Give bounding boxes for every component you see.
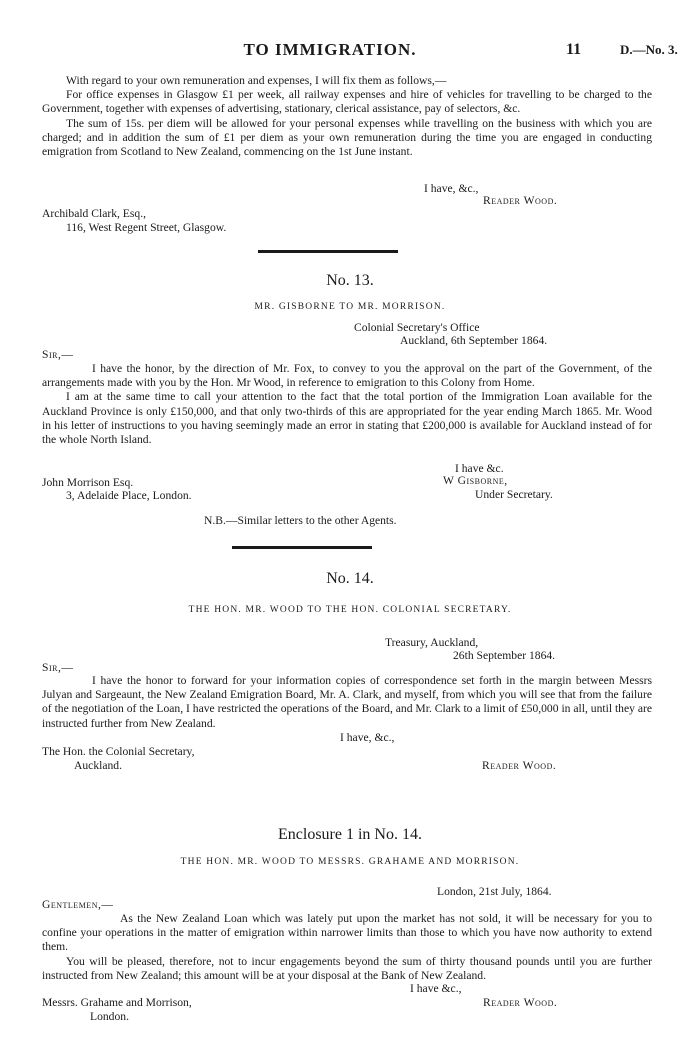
letter-14-signature: Reader Wood. [482, 759, 557, 772]
enclosure-body [42, 912, 652, 983]
letter-14-salutation: Sir,— [42, 661, 74, 674]
letter-13-subtitle: MR. GISBORNE TO MR. MORRISON. [254, 302, 446, 312]
paragraph: You will be pleased, therefore, not to incur engagements beyond the sum of thirty thousand pounds until you are further instructed from New Zealand; this amount will be at your disposal at the Bank of New Zealand. [42, 954, 652, 982]
letter-14-date: 26th September 1864. [453, 649, 556, 662]
paragraph: For office expenses in Glasgow £1 per week, all railway expenses and hire of vehicles for travelling to be charged to the Government, together with expenses of advertising, stationary, clerical assistance, pay of selectors, &c. [42, 88, 652, 116]
letter-13-office: Colonial Secretary's Office [354, 321, 480, 334]
running-title: TO IMMIGRATION. [243, 40, 417, 59]
letter-14-addressee-address: Auckland. [74, 759, 122, 772]
letter-13-number: No. 13. [326, 272, 374, 289]
enclosure-place-date: London, 21st July, 1864. [437, 885, 552, 898]
letter-14-body [42, 674, 652, 731]
enclosure-closing: I have &c., [410, 982, 462, 995]
letter-13-body [42, 362, 652, 447]
letter-13-addressee-address: 3, Adelaide Place, London. [66, 489, 192, 502]
paragraph: I have the honor, by the direction of Mr. Fox, to convey to you the approval on the part of the Government, of the arrangements made with you by the Hon. Mr Wood, in reference to emigration to this Colony from Home. [42, 362, 652, 390]
enclosure-salutation: Gentlemen,— [42, 898, 114, 911]
letter-13-place-date: Auckland, 6th September 1864. [400, 334, 548, 347]
letter-14-office: Treasury, Auckland, [385, 636, 479, 649]
page-number: 11 [566, 41, 582, 58]
letter-13-closing: I have &c. [455, 462, 504, 475]
letter-13-salutation: Sir,— [42, 348, 74, 361]
paragraph: The sum of 15s. per diem will be allowed for your personal expenses while travelling on the business with which you are charged; and in addition the sum of £1 per diem as your own remuneration during the time you are engaged in conducting emigration from Scotland to New Zealand, commencing on the 1st June instant. [42, 116, 652, 159]
letter-14-addressee-name: The Hon. the Colonial Secretary, [42, 745, 195, 758]
paragraph: I am at the same time to call your attention to the fact that the total portion of the Immigration Loan available for the Auckland Province is only £150,000, and that only two-thirds of this are appropriated for the year ending March 1865. Mr. Wood in his letter of instructions to you having seemingly made an error in stating that £200,000 is available for Auckland instead of for the whole North Island. [42, 390, 652, 447]
letter-12-addressee-name: Archibald Clark, Esq., [42, 207, 146, 220]
letter-14-number: No. 14. [326, 570, 374, 587]
letter-14-subtitle: THE HON. MR. WOOD TO THE HON. COLONIAL SECRETARY. [188, 605, 512, 615]
letter-12-signature: Reader Wood. [483, 194, 558, 207]
enclosure-addressee-address: London. [90, 1010, 129, 1023]
letter-13-signature-title: Under Secretary. [475, 488, 553, 501]
enclosure-signature: Reader Wood. [483, 996, 558, 1009]
paragraph: With regard to your own remuneration and expenses, I will fix them as follows,— [66, 74, 447, 87]
paragraph: As the New Zealand Loan which was lately put upon the market has not sold, it will be necessary for you to confine your operations in the matter of emigration within narrower limits than those to which you have now authority to extend them. [42, 912, 652, 954]
document-reference: D.—No. 3. [620, 42, 678, 57]
letter-13-addressee-name: John Morrison Esq. [42, 476, 134, 489]
enclosure-heading: Enclosure 1 in No. 14. [278, 826, 422, 843]
letter-13-signature: W Gisborne, [443, 474, 508, 487]
letter-13-note: N.B.—Similar letters to the other Agents. [204, 514, 397, 527]
section-divider [258, 250, 398, 253]
letter-12-addressee-address: 116, West Regent Street, Glasgow. [66, 221, 227, 234]
letter-12-closing: I have, &c., [424, 182, 479, 195]
paragraph: I have the honor to forward for your information copies of correspondence set forth in the margin between Messrs Julyan and Sargeaunt, the New Zealand Emigration Board, Mr. A. Clark, and myself, from which you will see that from the failure of the negotiation of the Loan, I have restricted the operations of the Board, and Mr. Clark to a limit of £50,000 in all, until they are instructed further from New Zealand. [42, 674, 652, 730]
letter-12-body [42, 74, 652, 159]
letter-14-closing: I have, &c., [340, 731, 395, 744]
enclosure-subtitle: THE HON. MR. WOOD TO MESSRS. GRAHAME AND MORRISON. [180, 857, 520, 867]
enclosure-addressee-name: Messrs. Grahame and Morrison, [42, 996, 192, 1009]
section-divider [232, 546, 372, 549]
